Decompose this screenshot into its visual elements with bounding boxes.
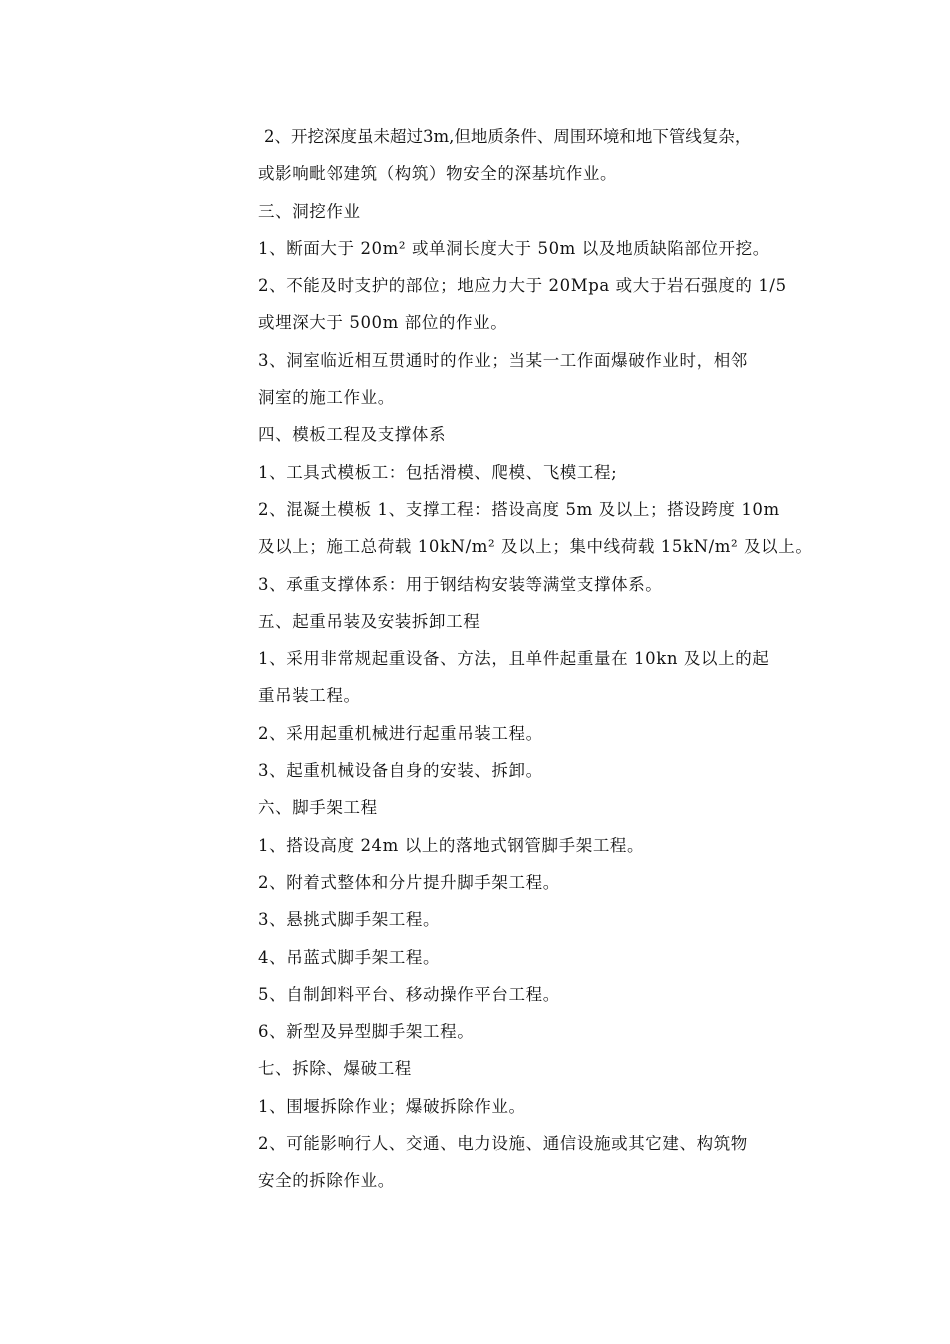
text-line: 重吊装工程。 — [258, 686, 361, 706]
section-heading: 七、拆除、爆破工程 — [258, 1059, 412, 1079]
text-line: 4、吊蓝式脚手架工程。 — [258, 947, 441, 967]
section-heading: 五、起重吊装及安装拆卸工程 — [258, 611, 481, 631]
text-line: 6、新型及异型脚手架工程。 — [258, 1022, 475, 1042]
text-line: 1、断面大于 20m² 或单洞长度大于 50m 以及地质缺陷部位开挖。 — [258, 238, 770, 258]
section-heading: 四、模板工程及支撑体系 — [258, 425, 447, 445]
section-heading: 三、洞挖作业 — [258, 201, 361, 221]
text-line: 1、搭设高度 24m 以上的落地式钢管脚手架工程。 — [258, 835, 645, 855]
text-line: 1、围堰拆除作业；爆破拆除作业。 — [258, 1096, 526, 1116]
text-line: 5、自制卸料平台、移动操作平台工程。 — [258, 984, 560, 1004]
text-line: 3、洞室临近相互贯通时的作业；当某一工作面爆破作业时，相邻 — [258, 350, 748, 370]
text-line: 2、不能及时支护的部位；地应力大于 20Mpa 或大于岩石强度的 1/5 — [258, 276, 787, 296]
text-line: 及以上；施工总荷载 10kN/m² 及以上；集中线荷载 15kN/m² 及以上。 — [258, 537, 813, 557]
text-line: 或埋深大于 500m 部位的作业。 — [258, 313, 508, 333]
section-heading: 六、脚手架工程 — [258, 798, 378, 818]
document-body — [258, 118, 818, 1200]
text-line: 或影响毗邻建筑（构筑）物安全的深基坑作业。 — [258, 164, 618, 184]
text-line: 1、采用非常规起重设备、方法，且单件起重量在 10kn 及以上的起 — [258, 649, 770, 669]
text-line: 3、悬挑式脚手架工程。 — [258, 910, 441, 930]
text-line: 3、承重支撑体系：用于钢结构安装等满堂支撑体系。 — [258, 574, 663, 594]
text-line: 2、混凝土模板 1、支撑工程：搭设高度 5m 及以上；搭设跨度 10m — [258, 499, 780, 519]
text-line: 3、起重机械设备自身的安装、拆卸。 — [258, 761, 543, 781]
text-line: 2、附着式整体和分片提升脚手架工程。 — [258, 872, 560, 892]
text-line: 2、开挖深度虽未超过3m,但地质条件、周围环境和地下管线复杂， — [264, 127, 752, 146]
text-line: 安全的拆除作业。 — [258, 1171, 395, 1191]
text-line: 2、可能影响行人、交通、电力设施、通信设施或其它建、构筑物 — [258, 1134, 748, 1154]
text-line: 1、工具式模板工：包括滑模、爬模、飞模工程; — [258, 462, 618, 482]
text-line: 2、采用起重机械进行起重吊装工程。 — [258, 723, 543, 743]
text-line: 洞室的施工作业。 — [258, 388, 395, 408]
